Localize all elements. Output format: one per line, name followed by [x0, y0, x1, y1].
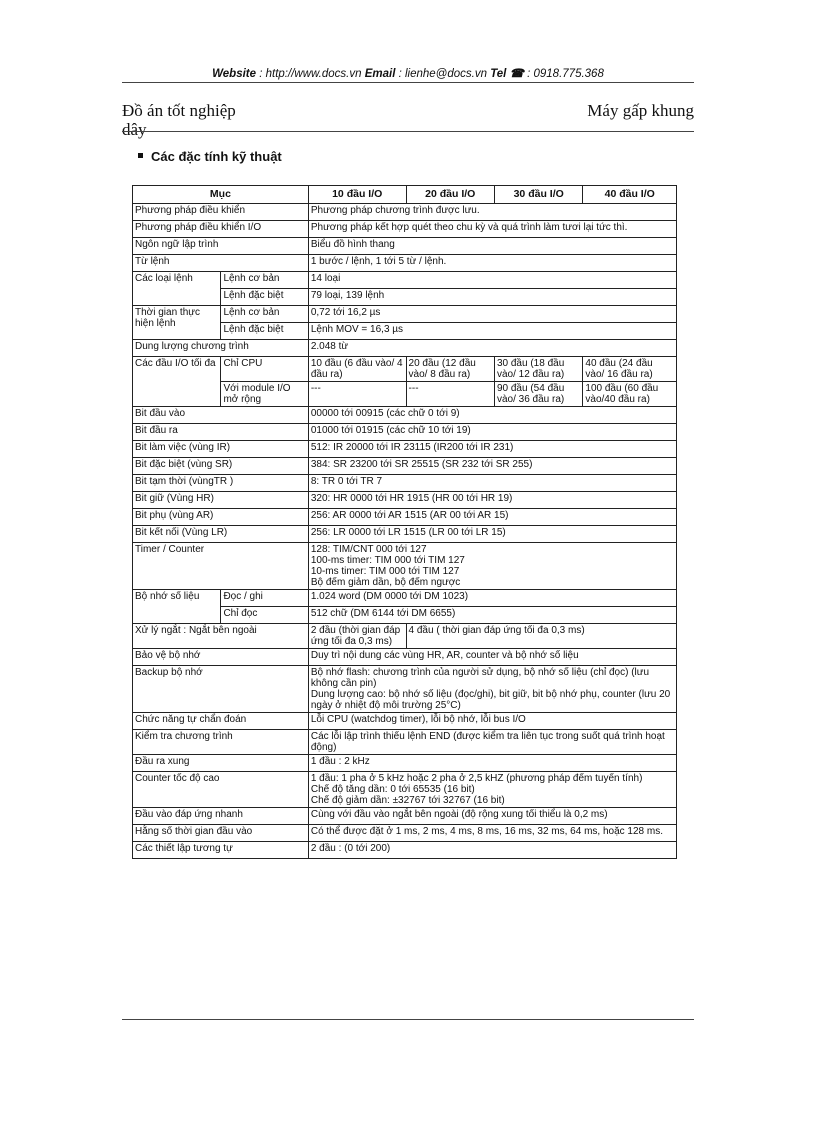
table-row: [133, 713, 677, 730]
table-row: [133, 357, 677, 382]
doc-title-left: [122, 101, 236, 139]
doc-title-right: Máy gấp khung: [587, 101, 694, 120]
page-header: [122, 66, 694, 80]
row-label: Từ lệnh: [133, 255, 309, 272]
row-value: 20 đầu (12 đầu vào/ 8 đầu ra): [406, 357, 494, 382]
email-value[interactable]: : lienhe@docs.vn: [398, 68, 487, 80]
row-label: Kiểm tra chương trình: [133, 730, 309, 755]
spec-table: [132, 185, 677, 859]
table-row: [133, 441, 677, 458]
table-row: [133, 649, 677, 666]
table-row: [133, 842, 677, 859]
row-label: Đầu ra xung: [133, 755, 309, 772]
email-label: Email: [364, 68, 396, 80]
row-value: 100 đầu (60 đầu vào/40 đầu ra): [583, 382, 677, 407]
row-value: 40 đầu (24 đầu vào/ 16 đầu ra): [583, 357, 677, 382]
row-value: 512 chữ (DM 6144 tới DM 6655): [308, 607, 676, 624]
row-value: ---: [308, 382, 406, 407]
row-value: 8: TR 0 tới TR 7: [308, 475, 676, 492]
header-rule: [122, 82, 694, 83]
row-value: [308, 543, 676, 590]
counter-line: 1 đầu: 1 pha ở 5 kHz hoặc 2 pha ở 2,5 kHZ (phương pháp đếm tuyến tính): [310, 773, 643, 784]
row-value: 01000 tới 01915 (các chữ 10 tới 19): [308, 424, 676, 441]
table-row: [133, 255, 677, 272]
table-row: [133, 221, 677, 238]
row-label: Bit đầu ra: [133, 424, 309, 441]
counter-line: Chế độ tăng dần: 0 tới 65535 (16 bit): [310, 784, 475, 795]
table-row: [133, 526, 677, 543]
footer-rule: [122, 1019, 694, 1020]
backup-line: Dung lượng cao: bộ nhớ số liệu (đọc/ghi), bit giữ, bit bộ nhớ phụ, counter (lưu 20 ngày ở nhiệt độ môi trường 25°C): [310, 689, 671, 711]
table-header: 10 đầu I/O: [308, 186, 406, 204]
row-label: Ngôn ngữ lập trình: [133, 238, 309, 255]
row-value: 1 bước / lệnh, 1 tới 5 từ / lệnh.: [308, 255, 676, 272]
row-value: 512: IR 20000 tới IR 23115 (IR200 tới IR 231): [308, 441, 676, 458]
table-row: [133, 808, 677, 825]
row-label: Bit đầu vào: [133, 407, 309, 424]
row-label: Đầu vào đáp ứng nhanh: [133, 808, 309, 825]
row-value: 4 đầu ( thời gian đáp ứng tối đa 0,3 ms): [406, 624, 676, 649]
table-row: [133, 666, 677, 713]
row-sublabel: Chỉ CPU: [221, 357, 308, 382]
row-label: Bit giữ (Vùng HR): [133, 492, 309, 509]
table-row: [133, 509, 677, 526]
table-header-row: [133, 186, 677, 204]
row-value: 1 đầu : 2 kHz: [308, 755, 676, 772]
table-row: [133, 492, 677, 509]
row-label: Timer / Counter: [133, 543, 309, 590]
row-label: Bộ nhớ số liệu: [133, 590, 221, 624]
row-label: Dung lượng chương trình: [133, 340, 309, 357]
website-value[interactable]: : http://www.docs.vn: [259, 68, 362, 80]
row-label: Bảo vệ bộ nhớ: [133, 649, 309, 666]
table-row: [133, 424, 677, 441]
row-value: Có thể được đặt ở 1 ms, 2 ms, 4 ms, 8 ms, 16 ms, 32 ms, 64 ms, hoặc 128 ms.: [308, 825, 676, 842]
website-label: Website: [212, 68, 257, 80]
row-value: Các lỗi lập trình thiếu lệnh END (được kiểm tra liên tục trong suốt quá trình hoạt động): [308, 730, 676, 755]
row-label: Bit kết nối (Vùng LR): [133, 526, 309, 543]
table-header: 20 đầu I/O: [406, 186, 494, 204]
doc-title-line1: Đồ án tốt nghiệp: [122, 101, 236, 120]
table-row: [133, 475, 677, 492]
row-value: 384: SR 23200 tới SR 25515 (SR 232 tới SR 255): [308, 458, 676, 475]
section-title: Các đặc tính kỹ thuật: [151, 149, 282, 164]
row-value: ---: [406, 382, 494, 407]
table-row: [133, 272, 677, 289]
row-label: Hằng số thời gian đầu vào: [133, 825, 309, 842]
table-row: [133, 238, 677, 255]
table-row: [133, 772, 677, 808]
row-value: Lỗi CPU (watchdog timer), lỗi bộ nhớ, lỗi bus I/O: [308, 713, 676, 730]
row-label: Thời gian thực hiện lệnh: [133, 306, 221, 340]
row-label: Các loại lệnh: [133, 272, 221, 306]
row-label: Các đầu I/O tối đa: [133, 357, 221, 407]
timer-line: Bộ đếm giảm dần, bộ đếm ngược: [310, 577, 461, 588]
timer-line: 10-ms timer: TIM 000 tới TIM 127: [310, 566, 460, 577]
section-heading: [138, 149, 282, 164]
row-value: 1.024 word (DM 0000 tới DM 1023): [308, 590, 676, 607]
row-sublabel: Chỉ đọc: [221, 607, 308, 624]
doc-title-line2: dây: [122, 120, 147, 139]
row-sublabel: Lệnh đặc biệt: [221, 289, 308, 306]
row-value: Phương pháp kết hợp quét theo chu kỳ và quá trình làm tươi lại tức thì.: [308, 221, 676, 238]
row-label: Bit tạm thời (vùngTR ): [133, 475, 309, 492]
row-value: 256: AR 0000 tới AR 1515 (AR 00 tới AR 15): [308, 509, 676, 526]
row-value: Biểu đồ hình thang: [308, 238, 676, 255]
counter-line: Chế độ giảm dần: ±32767 tới 32767 (16 bit): [310, 795, 505, 806]
row-label: Các thiết lập tương tự: [133, 842, 309, 859]
row-sublabel: Lệnh cơ bản: [221, 306, 308, 323]
table-row: [133, 340, 677, 357]
backup-line: Bộ nhớ flash: chương trình của người sử dụng, bộ nhớ số liệu (chỉ đọc) (lưu không cần pin): [310, 667, 650, 689]
row-value: [308, 666, 676, 713]
row-value: Lệnh MOV = 16,3 µs: [308, 323, 676, 340]
row-label: Xử lý ngắt : Ngắt bên ngoài: [133, 624, 309, 649]
tel-label: Tel ☎: [490, 68, 524, 80]
table-row: [133, 407, 677, 424]
row-value: Duy trì nội dung các vùng HR, AR, counter và bộ nhớ số liệu: [308, 649, 676, 666]
table-row: [133, 624, 677, 649]
row-value: 14 loại: [308, 272, 676, 289]
table-row: [133, 458, 677, 475]
timer-line: 100-ms timer: TIM 000 tới TIM 127: [310, 555, 465, 566]
table-row: [133, 755, 677, 772]
row-label: Phương pháp điều khiển: [133, 204, 309, 221]
table-header: 40 đầu I/O: [583, 186, 677, 204]
row-value: 2 đầu : (0 tới 200): [308, 842, 676, 859]
row-value: 0,72 tới 16,2 µs: [308, 306, 676, 323]
row-value: [308, 772, 676, 808]
table-row: [133, 306, 677, 323]
row-label: Bit làm việc (vùng IR): [133, 441, 309, 458]
row-sublabel: Với module I/O mở rộng: [221, 382, 308, 407]
row-value: 30 đầu (18 đầu vào/ 12 đầu ra): [494, 357, 582, 382]
row-label: Chức năng tự chẩn đoán: [133, 713, 309, 730]
table-row: [133, 730, 677, 755]
row-value: 00000 tới 00915 (các chữ 0 tới 9): [308, 407, 676, 424]
row-sublabel: Lệnh đặc biệt: [221, 323, 308, 340]
row-value: 90 đầu (54 đầu vào/ 36 đầu ra): [494, 382, 582, 407]
tel-value: : 0918.775.368: [527, 68, 604, 80]
table-row: [133, 204, 677, 221]
row-value: 2 đầu (thời gian đáp ứng tối đa 0,3 ms): [308, 624, 406, 649]
row-label: Phương pháp điều khiển I/O: [133, 221, 309, 238]
row-label: Backup bộ nhớ: [133, 666, 309, 713]
row-value: 2.048 từ: [308, 340, 676, 357]
row-value: 256: LR 0000 tới LR 1515 (LR 00 tới LR 15): [308, 526, 676, 543]
row-label: Bit đặc biệt (vùng SR): [133, 458, 309, 475]
row-value: Phương pháp chương trình được lưu.: [308, 204, 676, 221]
table-row: [133, 543, 677, 590]
bullet-icon: [138, 153, 143, 158]
timer-line: 128: TIM/CNT 000 tới 127: [310, 544, 427, 555]
table-row: [133, 590, 677, 607]
title-rule: [122, 131, 694, 132]
row-label: Counter tốc độ cao: [133, 772, 309, 808]
table-header: 30 đầu I/O: [494, 186, 582, 204]
row-value: 79 loại, 139 lệnh: [308, 289, 676, 306]
row-value: 10 đầu (6 đầu vào/ 4 đầu ra): [308, 357, 406, 382]
row-sublabel: Lệnh cơ bản: [221, 272, 308, 289]
table-row: [133, 825, 677, 842]
row-value: Cùng với đầu vào ngắt bên ngoài (độ rộng xung tối thiểu là 0,2 ms): [308, 808, 676, 825]
row-sublabel: Đọc / ghi: [221, 590, 308, 607]
row-label: Bit phụ (vùng AR): [133, 509, 309, 526]
table-header: Mục: [133, 186, 309, 204]
row-value: 320: HR 0000 tới HR 1915 (HR 00 tới HR 19): [308, 492, 676, 509]
